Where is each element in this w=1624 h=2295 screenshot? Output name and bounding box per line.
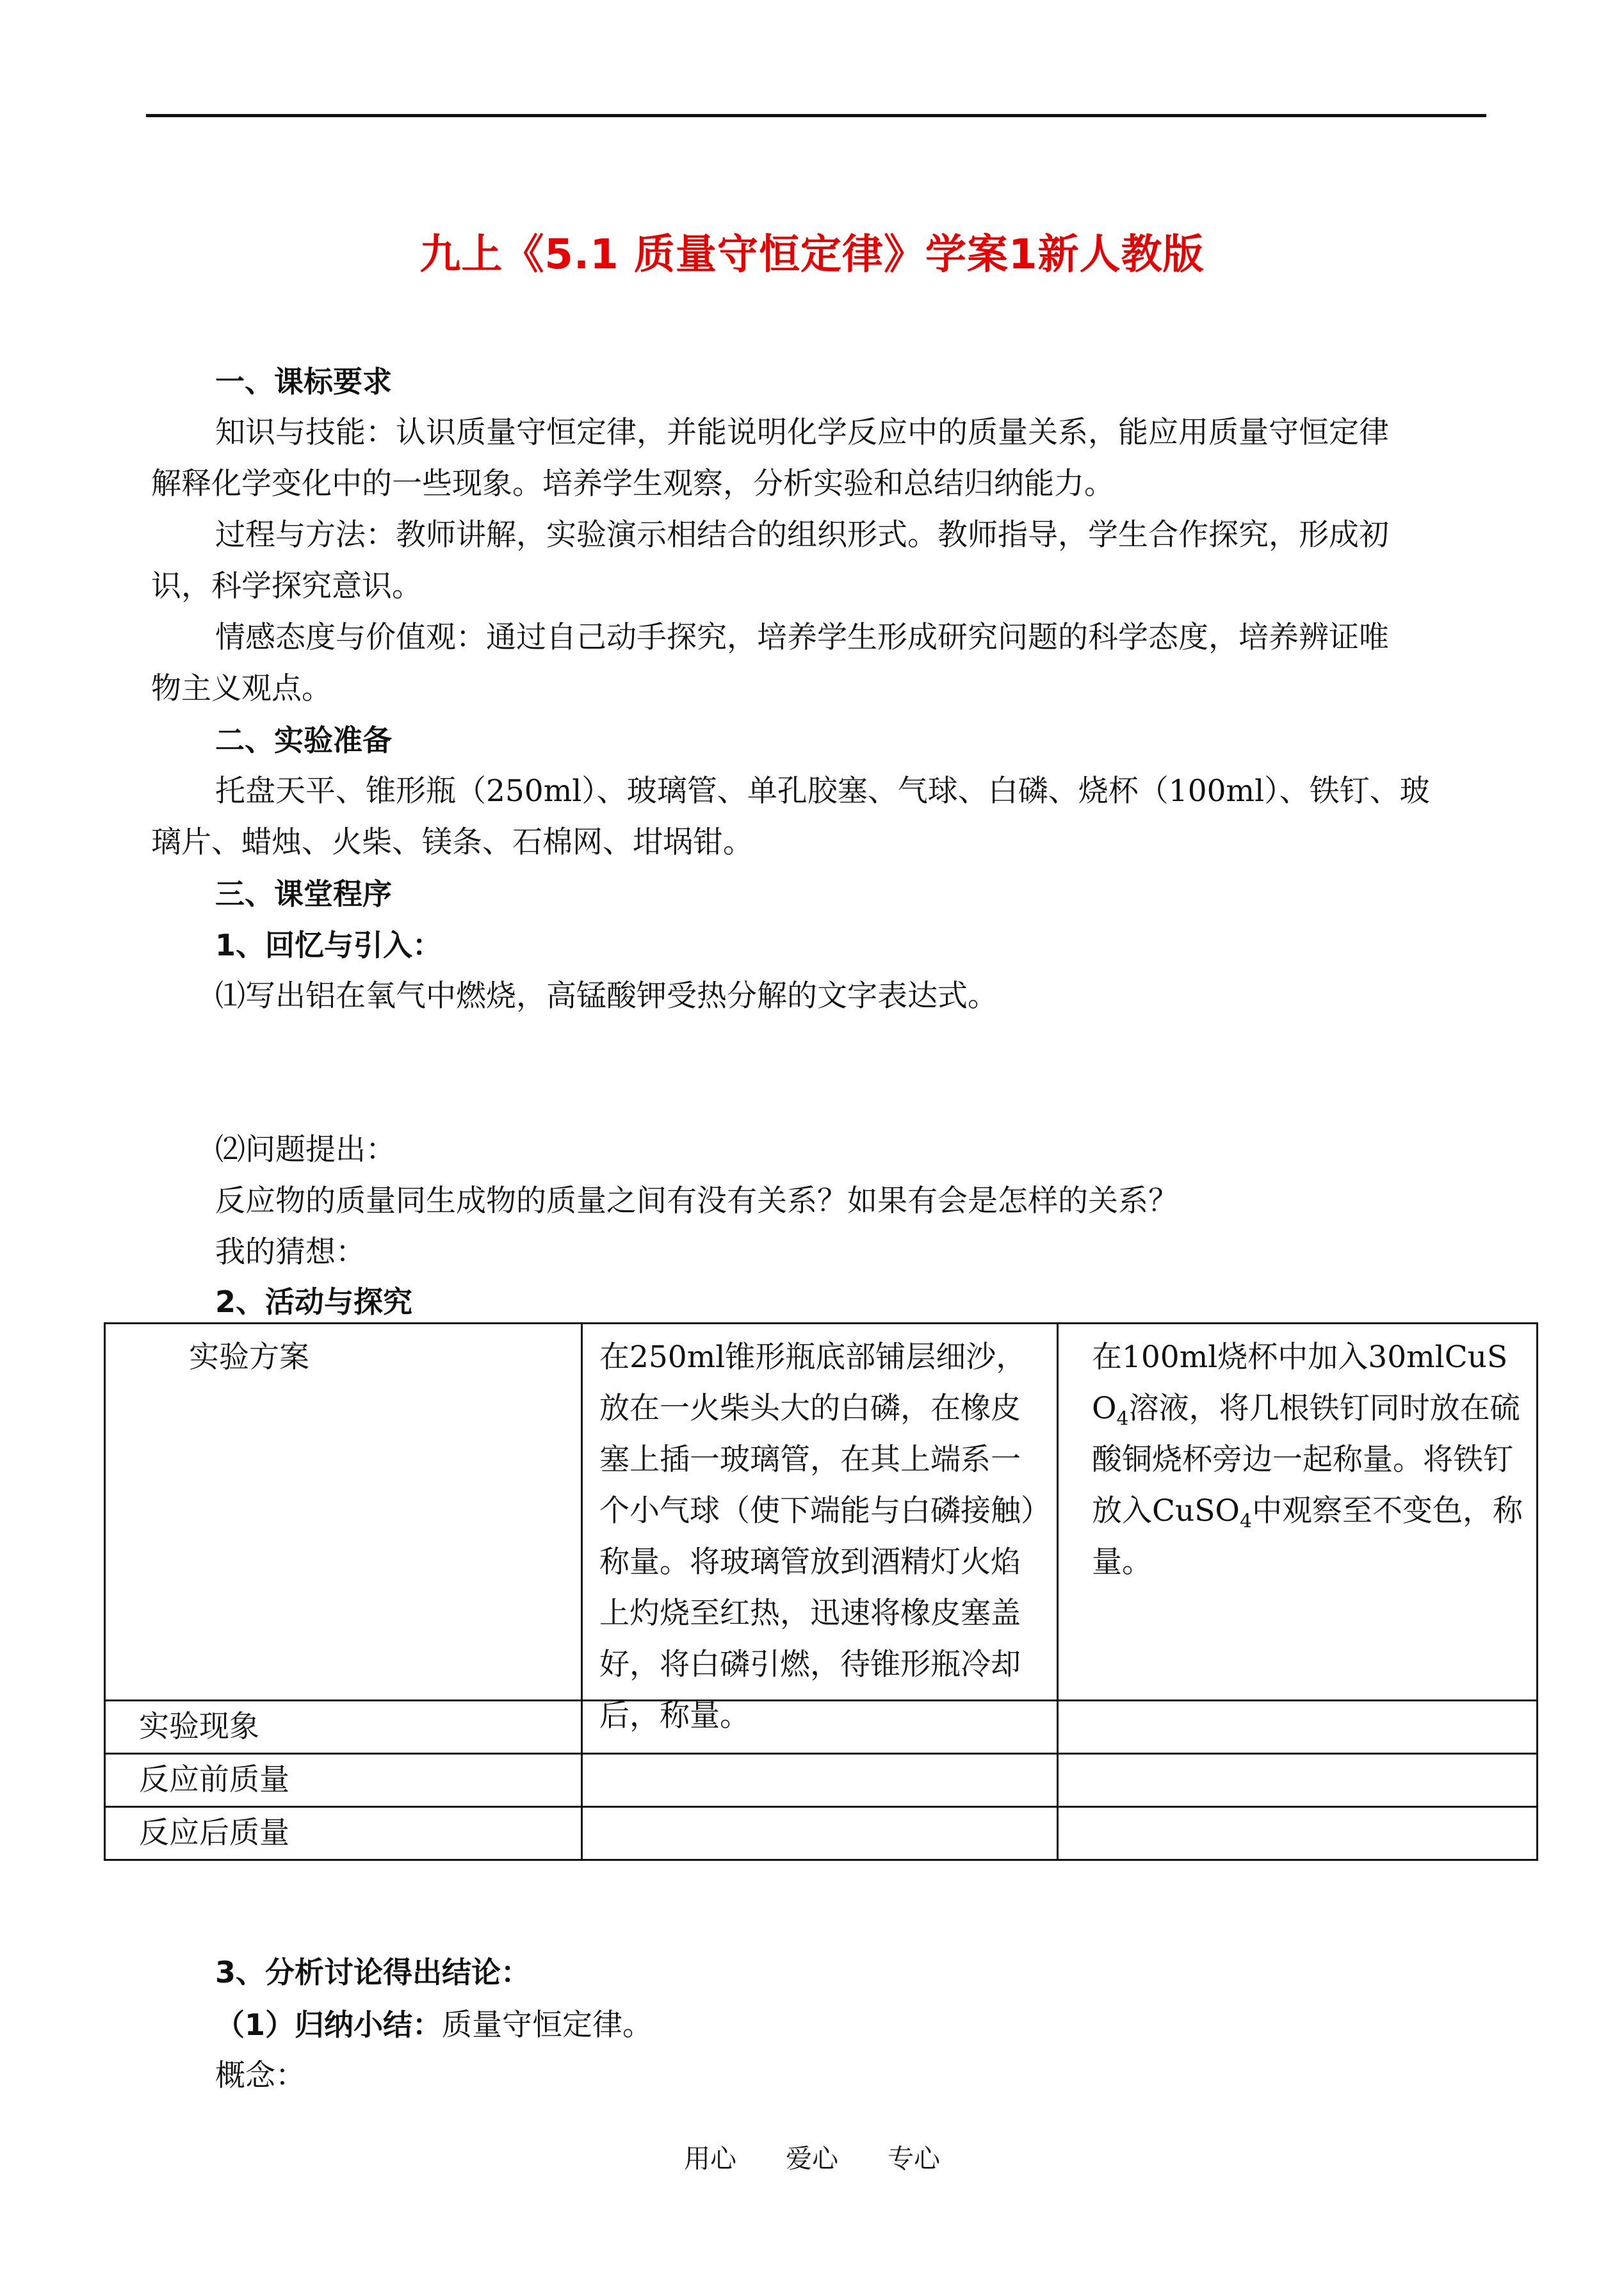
paragraph-knowledge-line1: 知识与技能：认识质量守恒定律，并能说明化学反应中的质量关系，能应用质量守恒定律: [215, 415, 1389, 450]
cell-mass-after-label: 反应后质量: [105, 1807, 582, 1860]
document-title: 九上《5.1 质量守恒定律》学案1新人教版: [419, 231, 1205, 279]
summary-line: [215, 2006, 653, 2045]
paragraph-knowledge-line2: 解释化学变化中的一些现象。培养学生观察，分析实验和总结归纳能力。: [151, 466, 1114, 501]
cell-plan-a: 在250ml锥形瓶底部铺层细沙，放在一火柴头大的白磷，在橡皮塞上插一玻璃管，在其上端系一个小气球（使下端能与白磷接触）称量。将玻璃管放到酒精灯火焰上灼烧至红热，迅速将橡皮塞盖好，将白磷引燃，待锥形瓶冷却后，称量。: [582, 1324, 1058, 1701]
experiment-table: [104, 1322, 1538, 1861]
table-row-phenomenon: [105, 1701, 1538, 1754]
subheading-activity: 2、活动与探究: [215, 1285, 413, 1319]
subheading-conclusion: 3、分析讨论得出结论：: [215, 1955, 531, 1990]
guess-label: 我的猜想：: [215, 1235, 366, 1270]
cell-mass-after-b: [1058, 1807, 1538, 1860]
footer-word-1: 用心: [683, 2143, 736, 2174]
question-1: ⑴写出铝在氧气中燃烧，高锰酸钾受热分解的文字表达式。: [215, 978, 998, 1014]
table-row-mass-after: [105, 1807, 1538, 1860]
paragraph-attitude-line1: 情感态度与价值观：通过自己动手探究，培养学生形成研究问题的科学态度，培养辨证唯: [215, 620, 1389, 655]
cell-mass-before-label: 反应前质量: [105, 1754, 582, 1807]
cell-mass-before-a: [582, 1754, 1058, 1807]
table-row-plan: [105, 1324, 1538, 1701]
summary-text: 质量守恒定律。: [442, 2007, 653, 2043]
section-heading-procedure: 三、课堂程序: [215, 877, 392, 911]
section-heading-preparation: 二、实验准备: [215, 723, 392, 758]
question-2-text: 反应物的质量同生成物的质量之间有没有关系？如果有会是怎样的关系？: [215, 1183, 1178, 1219]
paragraph-process-line1: 过程与方法：教师讲解，实验演示相结合的组织形式。教师指导，学生合作探究，形成初: [215, 517, 1389, 553]
table-row-mass-before: [105, 1754, 1538, 1807]
cell-plan-label: 实验方案: [105, 1324, 582, 1701]
header-rule: [146, 114, 1486, 117]
paragraph-attitude-line2: 物主义观点。: [151, 671, 332, 706]
cell-phenomenon-label: 实验现象: [105, 1701, 582, 1754]
footer-word-2: 爱心: [786, 2143, 838, 2174]
subheading-recall: 1、回忆与引入：: [215, 928, 443, 962]
materials-line1: 托盘天平、锥形瓶（250ml）、玻璃管、单孔胶塞、气球、白磷、烧杯（100ml）、铁钉、玻: [215, 774, 1430, 809]
paragraph-process-line2: 识，科学探究意识。: [151, 569, 422, 604]
materials-line2: 璃片、蜡烛、火柴、镁条、石棉网、坩埚钳。: [151, 825, 753, 860]
question-2: ⑵问题提出：: [215, 1132, 396, 1167]
page-footer: [0, 2137, 1624, 2175]
section-heading-curriculum: 一、课标要求: [215, 364, 392, 399]
concept-label: 概念：: [215, 2058, 305, 2093]
footer-word-3: 专心: [888, 2143, 941, 2174]
cell-phenomenon-b: [1058, 1701, 1538, 1754]
cell-plan-b: 在100ml烧杯中加入30mlCuSO$_4$溶液，将几根铁钉同时放在硫酸铜烧杯旁边一起称量。将铁钉放入CuSO$_4$中观察至不变色，称量。: [1058, 1324, 1538, 1701]
cell-mass-after-a: [582, 1807, 1058, 1860]
summary-label: （1）归纳小结：: [215, 2007, 443, 2042]
cell-mass-before-b: [1058, 1754, 1538, 1807]
